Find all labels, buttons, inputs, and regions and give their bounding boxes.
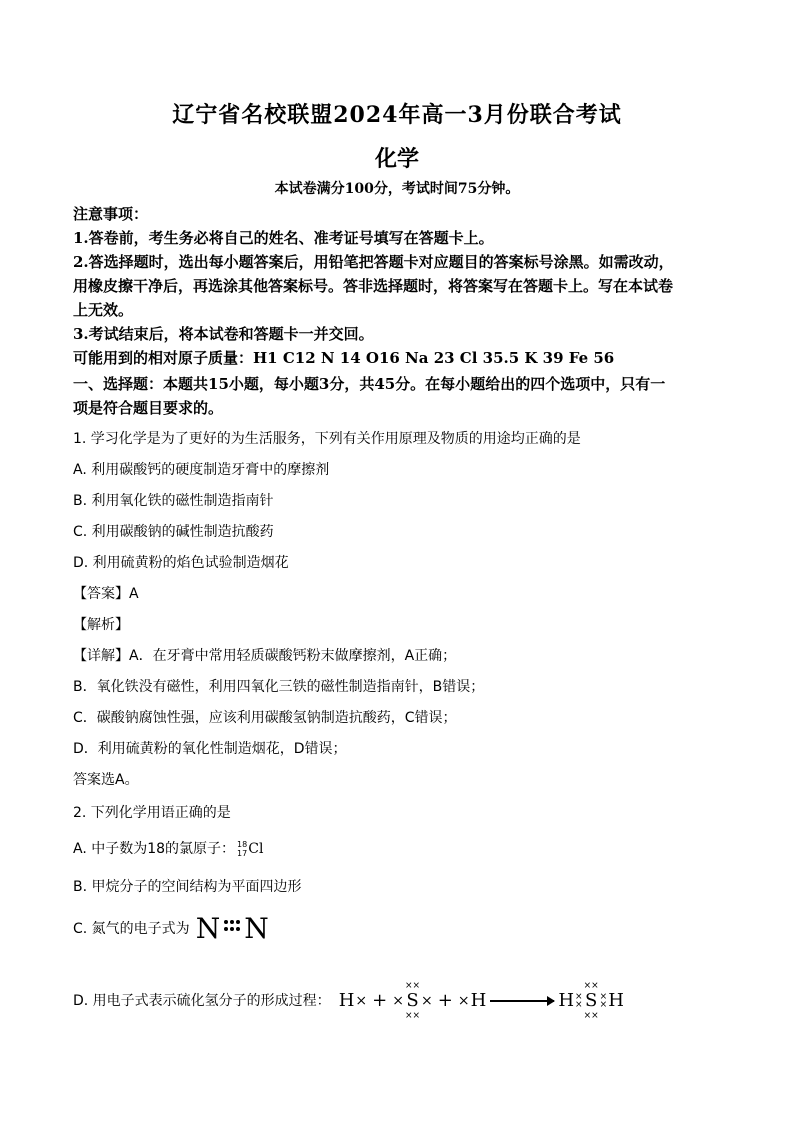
lone-pair-bottom: ××	[583, 1011, 599, 1021]
electron-mark: ×	[421, 993, 433, 1009]
electron-mark: ×	[599, 992, 608, 1002]
h2s-formation-equation	[339, 982, 624, 1020]
subject-title: 化学	[374, 146, 419, 172]
electron-mark: ×	[575, 1000, 583, 1010]
h-atom: H	[608, 990, 624, 1011]
q1-analysis: 【解析】	[73, 617, 129, 633]
note-item: 1.答卷前，考生务必将自己的姓名、准考证号填写在答题卡上。	[73, 229, 494, 247]
plus-sign: +	[372, 990, 388, 1011]
note-item: 2.答选择题时，选出每小题答案后，用铅笔把答题卡对应题目的答案标号涂黑。如需改动，	[73, 253, 674, 271]
s-atom	[405, 982, 420, 1020]
lone-pair-top: ××	[404, 981, 421, 991]
reaction-arrow	[490, 1000, 554, 1002]
note-item: 3.考试结束后，将本试卷和答题卡一并交回。	[73, 325, 374, 343]
shared-pair-left	[575, 993, 583, 1009]
q2-stem: 2. 下列化学用语正确的是	[73, 805, 231, 821]
section-heading: 一、选择题：本题共15小题，每小题3分，共45分。在每小题给出的四个选项中，只有一	[73, 375, 666, 393]
q1-option-a: A. 利用碳酸钙的硬度制造牙膏中的摩擦剂	[73, 462, 330, 478]
s-symbol: S	[406, 990, 419, 1011]
q1-answer: 【答案】A	[73, 586, 139, 602]
q1-stem: 1. 学习化学是为了更好的为生活服务，下列有关作用原理及物质的用途均正确的是	[73, 431, 581, 447]
lone-pair-top: ××	[583, 981, 599, 991]
q1-option-d: D. 利用硫黄粉的焰色试验制造烟花	[73, 555, 289, 571]
notes-heading: 注意事项：	[73, 205, 149, 223]
section-heading-cont: 项是符合题目要求的。	[73, 399, 224, 417]
h-atom: H	[558, 990, 575, 1011]
q1-detail: D．利用硫黄粉的氧化性制造烟花，D错误；	[73, 741, 347, 757]
h-atom: H	[338, 990, 355, 1011]
q1-conclusion: 答案选A。	[73, 772, 139, 788]
q1-detail: 【详解】A．在牙膏中常用轻质碳酸钙粉末做摩擦剂，A正确；	[73, 648, 457, 664]
plus-sign: +	[437, 990, 453, 1011]
lone-pair-bottom: ××	[404, 1011, 421, 1021]
q1-detail: C．碳酸钠腐蚀性强，应该利用碳酸氢钠制造抗酸药，C错误；	[73, 710, 457, 726]
q2-option-a-text: A. 中子数为18的氯原子：	[73, 841, 236, 857]
h-atom: H	[470, 990, 487, 1011]
q2-option-a	[73, 838, 723, 860]
q2-option-b: B. 甲烷分子的空间结构为平面四边形	[73, 879, 302, 895]
s-symbol: S	[584, 990, 598, 1011]
triple-bond-dots	[223, 919, 241, 940]
electron-mark: ×	[599, 1000, 608, 1010]
exam-meta: 本试卷满分100分，考试时间75分钟。	[274, 181, 520, 197]
note-item: 用橡皮擦干净后，再选涂其他答案标号。答非选择题时，将答案写在答题卡上。写在本试卷	[73, 277, 674, 295]
n-atom-left: N	[195, 912, 221, 945]
shared-pair-right	[600, 993, 608, 1009]
electron-mark: ×	[392, 993, 404, 1009]
chlorine-isotope	[237, 838, 263, 860]
q1-detail: B．氧化铁没有磁性，利用四氧化三铁的磁性制造指南针，B错误；	[73, 679, 485, 695]
nitrogen-electron-formula	[195, 912, 269, 945]
note-item: 上无效。	[73, 301, 134, 319]
q1-option-b: B. 利用氧化铁的磁性制造指南针	[73, 493, 274, 509]
atomic-number: 17	[237, 849, 248, 858]
electron-mark: ×	[575, 992, 583, 1002]
q2-option-d	[73, 982, 723, 1020]
n-atom-right: N	[244, 912, 269, 945]
electron-mark: ×	[355, 993, 368, 1009]
exam-title: 辽宁省名校联盟2024年高一3月份联合考试	[172, 102, 622, 128]
atomic-mass-line: 可能用到的相对原子质量：H1 C12 N 14 O16 Na 23 Cl 35.5 K 39 Fe 56	[73, 349, 615, 367]
q2-option-c-text: C. 氮气的电子式为	[73, 921, 190, 937]
s-atom	[584, 982, 599, 1020]
electron-mark: ×	[457, 993, 470, 1009]
q1-option-c: C. 利用碳酸钠的碱性制造抗酸药	[73, 524, 274, 540]
q2-option-c	[73, 912, 723, 945]
q2-option-d-text: D. 用电子式表示硫化氢分子的形成过程：	[73, 993, 331, 1009]
mass-number: 18	[237, 840, 248, 849]
element-symbol: Cl	[248, 841, 264, 857]
